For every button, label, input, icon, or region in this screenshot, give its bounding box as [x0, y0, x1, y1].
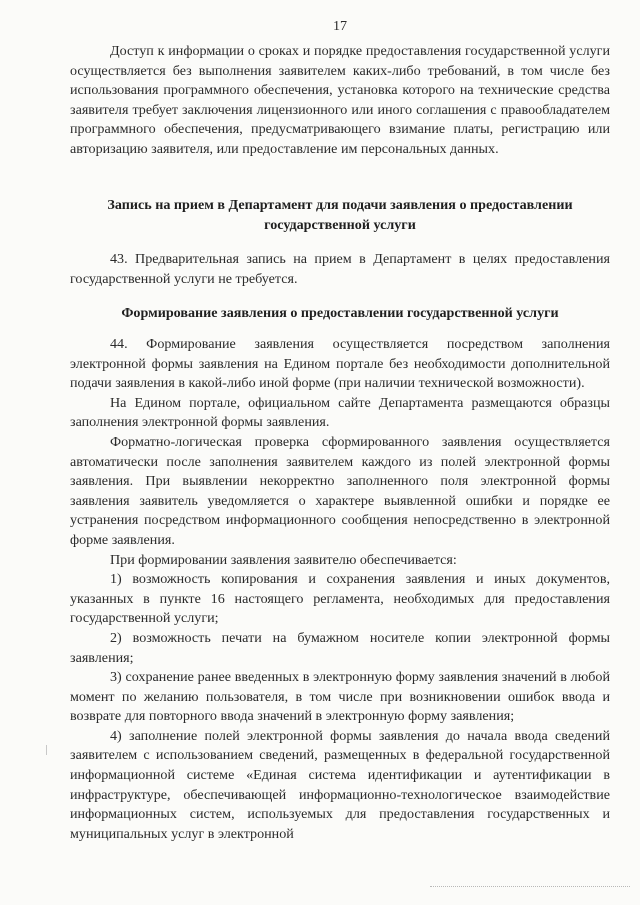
section-heading-forming: Формирование заявления о предоставлении государственной услуги: [121, 305, 559, 321]
format-check-paragraph: Форматно-логическая проверка сформированного заявления осуществляется автоматически после заполнения заявителем каждого из полей электронной формы заявления. При выявлении некорректно заполненного поля электронной формы заявления заявитель уведомляется о характере выявленной ошибки и порядке ее устранения посредством информационного сообщения непосредственно в электронной форме заявления.: [70, 433, 610, 548]
portal-samples-paragraph: На Едином портале, официальном сайте Департамента размещаются образцы заполнения электронной формы заявления.: [70, 394, 610, 431]
scan-artifact-mark: [46, 745, 47, 755]
list-item: 4) заполнение полей электронной формы заявления до начала ввода сведений заявителем с использованием сведений, размещенных в федеральной государственной информационной системе «Единая система идентификации и аутентификации в инфраструктуре, обеспечивающей информационно-технологическое взаимодействие информационных систем, используемых для предоставления государственных и муниципальных услуг в электронной: [70, 727, 610, 842]
item-44-paragraph: 44. Формирование заявления осуществляется посредством заполнения электронной формы заявления на Едином портале без необходимости дополнительной подачи заявления в какой-либо иной форме (при наличии технической возможности).: [70, 336, 610, 392]
scan-footer-line: [430, 886, 630, 887]
intro-paragraph: Доступ к информации о сроках и порядке предоставления государственной услуги осуществляется без выполнения заявителем каких-либо требований, в том числе без использования программного обеспечения, установка которого на технические средства заявителя требует заключения лицензионного или иного соглашения с правообладателем программного обеспечения, предусматривающего взимание платы, регистрацию или авторизацию заявителя, или предоставление им персональных данных.: [70, 43, 610, 157]
list-item: 2) возможность печати на бумажном носителе копии электронной формы заявления;: [70, 629, 610, 666]
list-item: 3) сохранение ранее введенных в электронную форму заявления значений в любой момент по желанию пользователя, в том числе при возникновении ошибок ввода и возврате для повторного ввода значений в электронную форму заявления;: [70, 669, 610, 725]
item-43-paragraph: 43. Предварительная запись на прием в Департамент в целях предоставления государственной услуги не требуется.: [70, 251, 610, 287]
list-item: 1) возможность копирования и сохранения заявления и иных документов, указанных в пункте 16 настоящего регламента, необходимых для предоставления государственной услуги;: [70, 571, 610, 627]
page-number: 17: [332, 18, 348, 34]
forming-section-body: [70, 335, 610, 844]
provided-intro-paragraph: При формировании заявления заявителю обеспечивается:: [110, 551, 457, 568]
section-heading-appointment: Запись на прием в Департамент для подачи заявления о предоставлении государственной услуги: [107, 197, 573, 233]
